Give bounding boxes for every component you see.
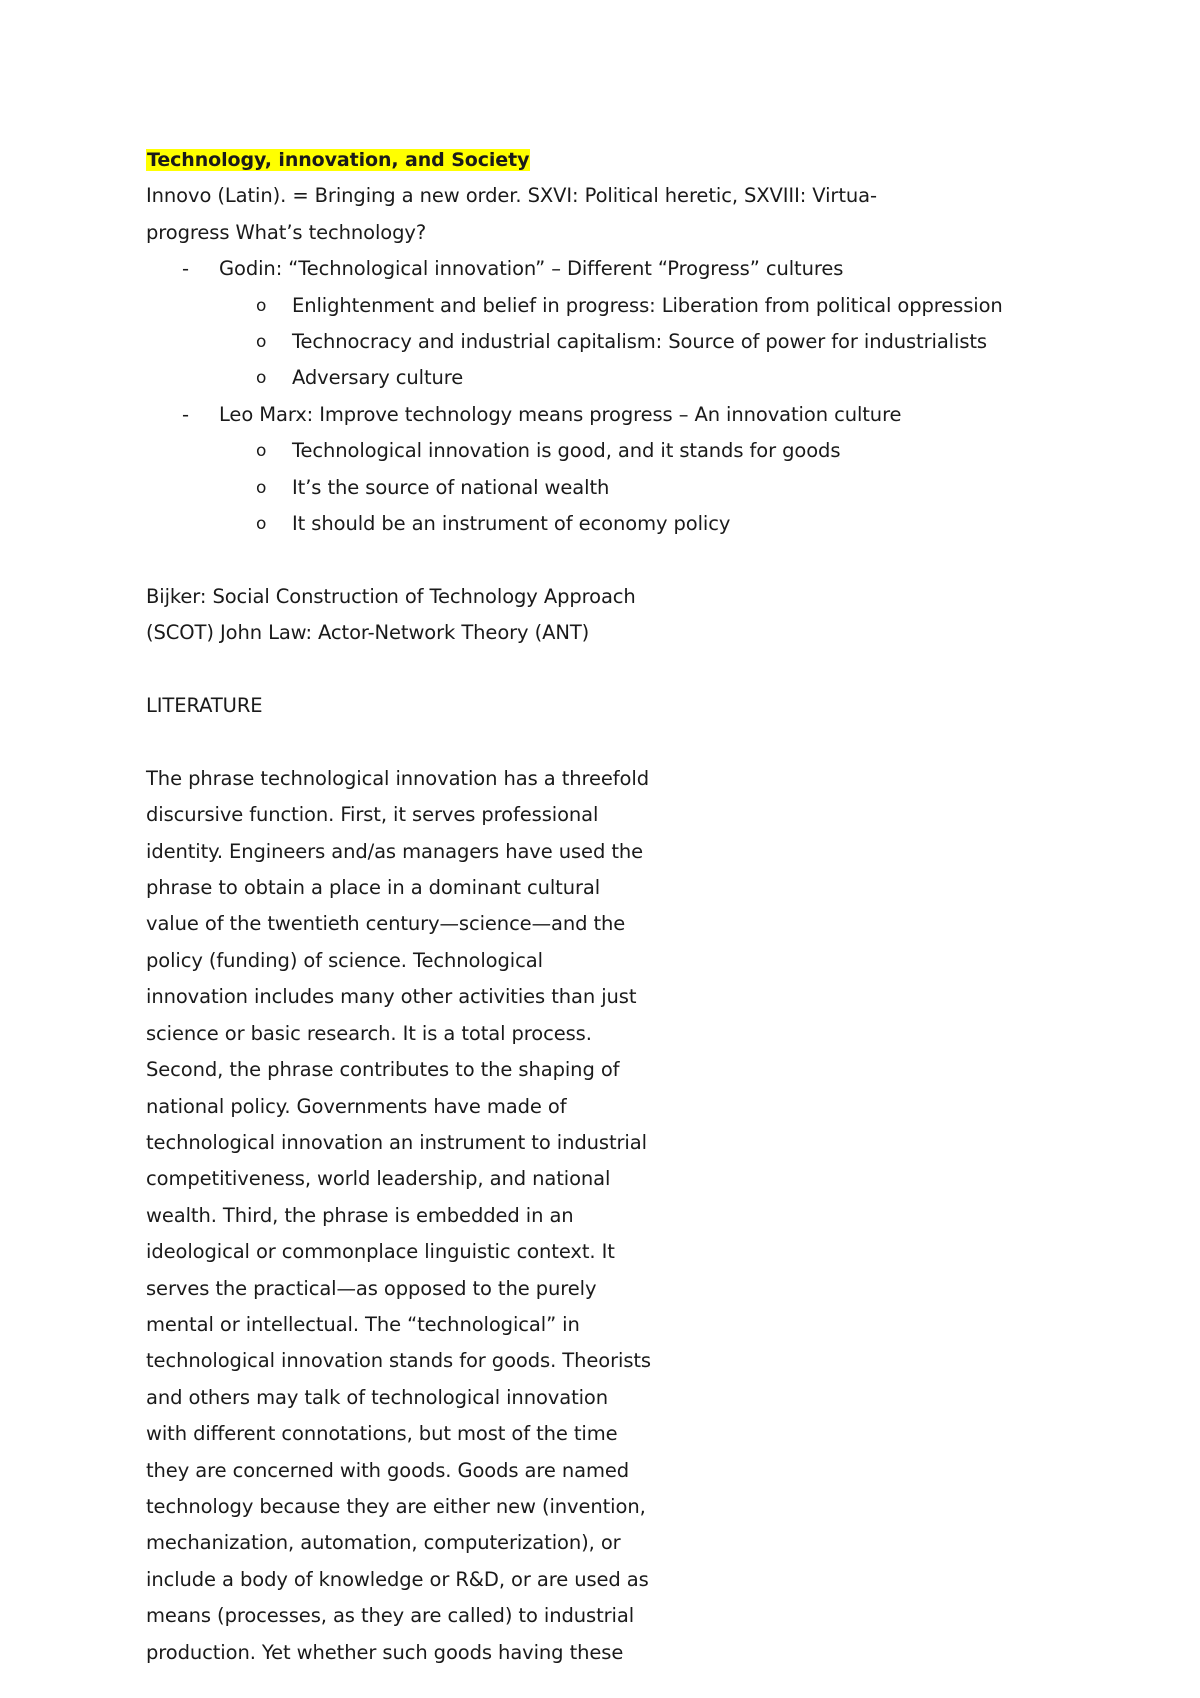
paragraph-line: means (processes, as they are called) to industrial [146,1604,635,1628]
paragraph-line: technological innovation an instrument to industrial [146,1130,647,1154]
literature-paragraph [146,761,1106,1671]
approach-line-1: Bijker: Social Construction of Technology Approach [146,584,636,608]
paragraph-line: discursive function. First, it serves professional [146,803,599,827]
outline-item-text: Godin: “Technological innovation” – Different “Progress” cultures [219,257,844,281]
outline-subitem [146,506,1106,542]
circle-bullet: o [256,332,267,353]
dash-bullet: - [182,402,189,426]
spacer [146,652,1106,688]
paragraph-line: Second, the phrase contributes to the shaping of [146,1058,620,1082]
outline-item-godin [146,251,1106,287]
document-body [146,142,1106,1671]
paragraph-line: competitiveness, world leadership, and national [146,1167,611,1191]
paragraph-line: phrase to obtain a place in a dominant cultural [146,876,601,900]
spacer [146,724,1106,760]
dash-bullet: - [182,257,189,281]
title-line [146,142,1106,178]
circle-bullet: o [256,514,267,535]
outline-item-leo-marx [146,397,1106,433]
circle-bullet: o [256,295,267,316]
paragraph-line: with different connotations, but most of the time [146,1422,618,1446]
paragraph-line: include a body of knowledge or R&D, or are used as [146,1567,649,1591]
outline-subitem-text: Enlightenment and belief in progress: Liberation from political oppression [292,293,1003,317]
paragraph-line: identity. Engineers and/as managers have used the [146,839,644,863]
outline-subitem-text: Technological innovation is good, and it stands for goods [292,439,841,463]
paragraph-line: value of the twentieth century—science—and the [146,912,626,936]
paragraph-line: production. Yet whether such goods having these [146,1640,624,1664]
paragraph-line: innovation includes many other activities than just [146,985,637,1009]
intro-line-2: progress What’s technology? [146,220,427,244]
circle-bullet: o [256,368,267,389]
circle-bullet: o [256,441,267,462]
outline-subitem-text: Adversary culture [292,366,464,390]
outline-subitem-text: Technocracy and industrial capitalism: Source of power for industrialists [292,330,987,354]
paragraph-line: wealth. Third, the phrase is embedded in an [146,1203,574,1227]
paragraph-line: mental or intellectual. The “technological” in [146,1312,580,1336]
outline-subitem [146,433,1106,469]
outline-subitem [146,360,1106,396]
outline-subitem-text: It should be an instrument of economy policy [292,512,731,536]
intro-line-1: Innovo (Latin). = Bringing a new order. SXVI: Political heretic, SXVIII: Virtua- [146,184,877,208]
paragraph-line: ideological or commonplace linguistic context. It [146,1240,615,1264]
paragraph-line: The phrase technological innovation has a threefold [146,766,649,790]
section-heading: LITERATURE [146,694,263,718]
paragraph-line: they are concerned with goods. Goods are named [146,1458,630,1482]
paragraph-line: policy (funding) of science. Technological [146,948,543,972]
outline-subitem [146,288,1106,324]
outline-subitem [146,324,1106,360]
paragraph-line: national policy. Governments have made of [146,1094,567,1118]
outline-item-text: Leo Marx: Improve technology means progress – An innovation culture [219,402,902,426]
spacer [146,542,1106,578]
circle-bullet: o [256,477,267,498]
paragraph-line: serves the practical—as opposed to the purely [146,1276,597,1300]
outline-subitem-text: It’s the source of national wealth [292,475,610,499]
paragraph-line: technological innovation stands for goods. Theorists [146,1349,651,1373]
paragraph-line: mechanization, automation, computerization), or [146,1531,621,1555]
paragraph-line: science or basic research. It is a total process. [146,1021,592,1045]
paragraph-line: technology because they are either new (invention, [146,1494,646,1518]
outline-subitem [146,470,1106,506]
document-title: Technology, innovation, and Society [147,149,530,171]
approach-line-2: (SCOT) John Law: Actor-Network Theory (ANT) [146,621,590,645]
paragraph-line: and others may talk of technological innovation [146,1385,609,1409]
